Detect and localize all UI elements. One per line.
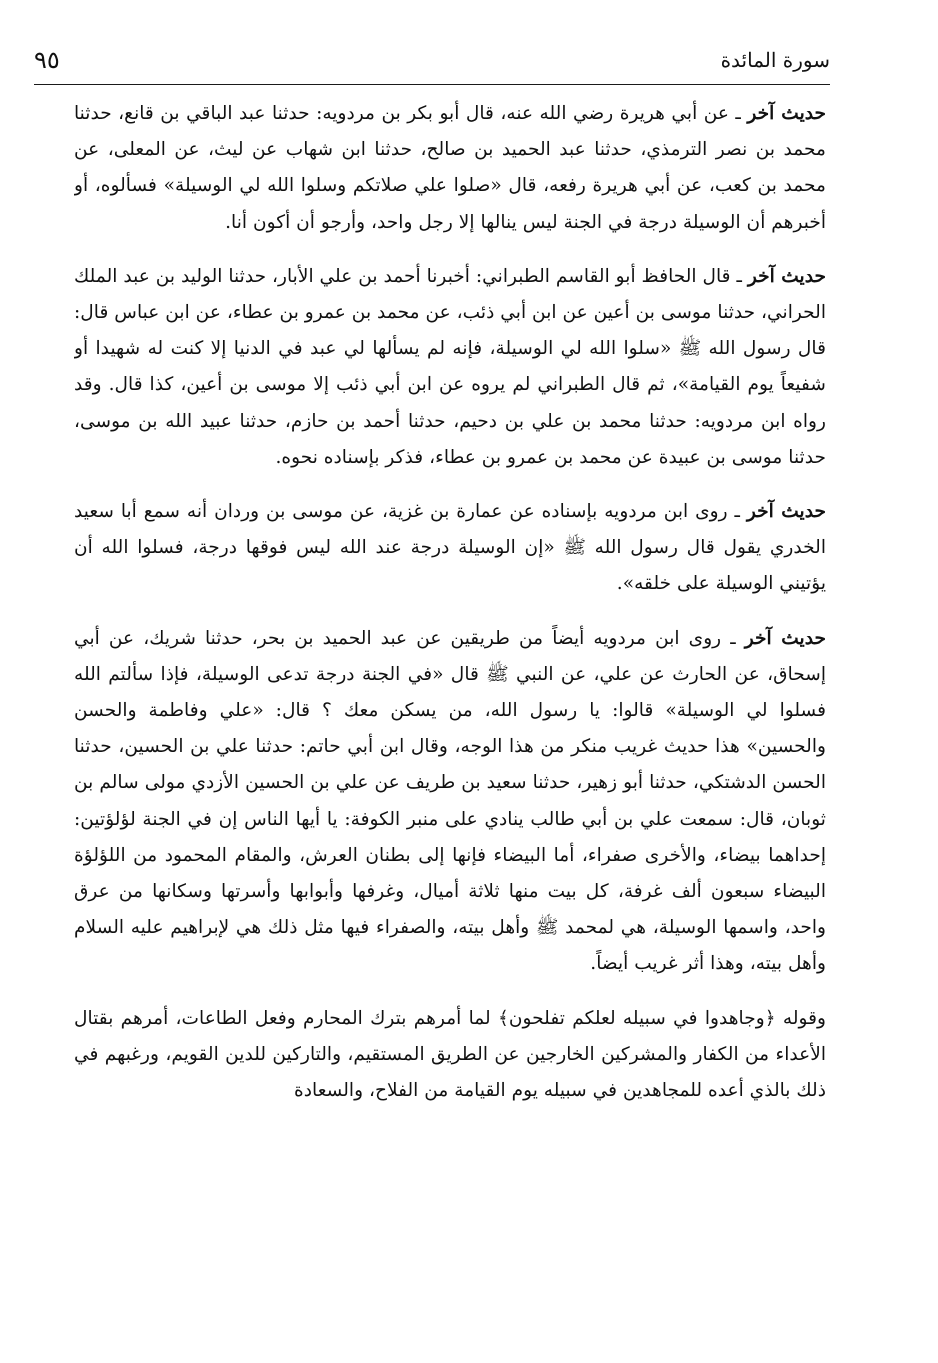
paragraph-lead: حديث آخر: [744, 627, 826, 649]
page-body: [74, 96, 826, 1345]
paragraph-text: ـ روى ابن مردويه بإسناده عن عمارة بن غزية، عن موسى بن وردان أنه سمع أبا سعيد الخدري يقول قال رسول الله ﷺ «إن الوسيلة درجة عند الله ليس فوقها درجة، فسلوا الله أن يؤتيني الوسيلة على خلقه».: [74, 501, 826, 595]
paragraph-lead: حديث آخر: [746, 501, 826, 523]
paragraph-lead: حديث آخر: [747, 265, 826, 287]
paragraph-text: ـ عن أبي هريرة رضي الله عنه، قال أبو بكر بن مردويه: حدثنا عبد الباقي بن قانع، حدثنا محمد بن نصر الترمذي، حدثنا عبد الحميد بن صالح، حدثنا ابن شهاب عن ليث، عن المعلى، عن محمد بن كعب، عن أبي هريرة رفعه، قال «صلوا علي صلاتكم وسلوا الله لي الوسيلة» فسألوه، أو أخبرهم أن الوسيلة درجة في الجنة ليس ينالها إلا رجل واحد، وأرجو أن أكون أنا.: [74, 103, 826, 233]
paragraph-text: ـ قال الحافظ أبو القاسم الطبراني: أخبرنا أحمد بن علي الأبار، حدثنا الوليد بن عبد الملك الحراني، حدثنا موسى بن أعين عن ابن أبي ذئب، عن محمد بن عمرو بن عطاء، عن ابن عباس قال: قال رسول الله ﷺ «سلوا الله لي الوسيلة، فإنه لم يسألها لي عبد في الدنيا إلا كنت له شهيدا أو شفيعاً يوم القيامة»، ثم قال الطبراني لم يروه عن ابن أبي ذئب إلا موسى بن أعين، كذا قال. وقد رواه ابن مردويه: حدثنا محمد بن علي بن دحيم، حدثنا أحمد بن حازم، حدثنا عبيد الله بن موسى، حدثنا موسى بن عبيدة عن محمد بن عمرو بن عطاء، فذكر بإسناده نحوه.: [74, 265, 826, 468]
paragraph-hadith-2: [74, 259, 826, 476]
page-number: ٩٥: [34, 46, 60, 74]
paragraph-hadith-4: [74, 621, 826, 983]
surah-title: سورة المائدة: [720, 48, 830, 72]
page-header: [34, 44, 830, 85]
paragraph-hadith-1: [74, 96, 826, 241]
paragraph-text: وقوله ﴿وجاهدوا في سبيله لعلكم تفلحون﴾ لما أمرهم بترك المحارم وفعل الطاعات، أمرهم بقتال الأعداء من الكفار والمشركين الخارجين عن الطريق المستقيم، والتاركين للدين القويم، ورغبهم في ذلك بالذي أعده للمجاهدين في سبيله يوم القيامة من الفلاح، والسعادة: [74, 1007, 826, 1102]
paragraph-hadith-3: [74, 494, 826, 603]
paragraph-text: ـ روى ابن مردويه أيضاً من طريقين عن عبد الحميد بن بحر، حدثنا شريك، عن أبي إسحاق، عن الحارث عن علي، عن النبي ﷺ قال «في الجنة درجة تدعى الوسيلة، فإذا سألتم الله فسلوا لي الوسيلة» قالوا: يا رسول الله، من يسكن معك ؟ قال: «علي وفاطمة والحسن والحسين» هذا حديث غريب منكر من هذا الوجه، وقال ابن أبي حاتم: حدثنا علي بن الحسين، حدثنا الحسن الدشتكي، حدثنا أبو زهير، حدثنا سعيد بن طريف عن علي بن الحسين الأزدي مولى سالم بن ثوبان، قال: سمعت علي بن أبي طالب ينادي على منبر الكوفة: يا أيها الناس إن في الجنة لؤلؤتين: إحداهما بيضاء، والأخرى صفراء، أما البيضاء فإنها إلى بطنان العرش، والمقام المحمود من اللؤلؤة البيضاء سبعون ألف غرفة، كل بيت منها ثلاثة أميال، وغرفها وأبوابها وأسرتها وسكانها من عرق واحد، واسمها الوسيلة، هي لمحمد ﷺ وأهل بيته، والصفراء فيها مثل ذلك هي لإبراهيم عليه السلام وأهل بيته، وهذا أثر غريب أيضاً.: [74, 627, 826, 975]
paragraph-commentary: [74, 1001, 826, 1110]
paragraph-lead: حديث آخر: [747, 103, 826, 124]
